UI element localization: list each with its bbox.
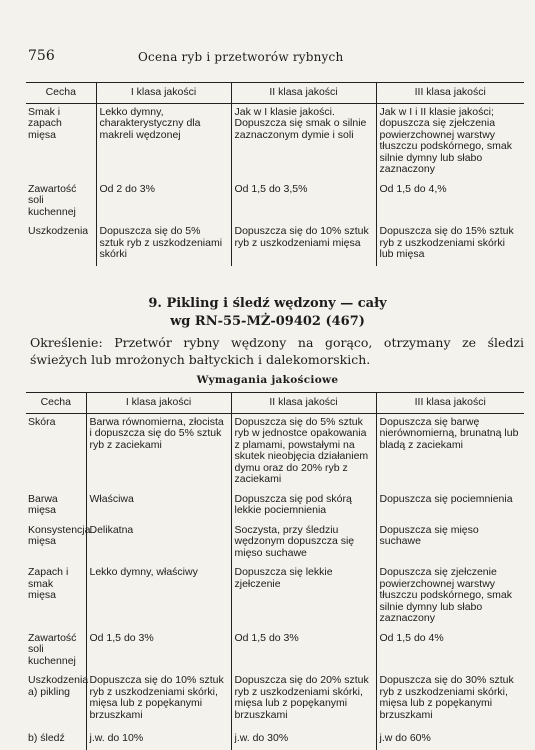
table-row [26,103,524,181]
table-row [26,630,524,673]
cell-class-1: Lekko dymny, właściwy [86,564,231,630]
cell-feature: Zawartość soli kuchennej [28,631,77,667]
section-standard: wg RN-55-MŻ-09402 (467) [170,314,365,329]
cell-feature: Uszkodzenia [28,225,89,237]
requirements-title: Wymagania jakościowe [196,374,339,386]
cell-class-1: Lekko dymny, charakterystyczny dla makreli wędzonej [96,103,231,181]
cell-feature: Konsystencja mięsa [28,523,91,547]
cell-class-1: Delikatna [86,522,231,565]
quality-table-mackerel [26,82,524,266]
section-definition: Określenie: Przetwór rybny wędzony na gorąco, otrzymany ze śledzi świeżych lub mrożonych bałtyckich i dalekomorskich. [30,335,524,367]
page-number: 756 [28,48,55,64]
cell-feature: Smak i zapach mięsa [28,105,62,141]
cell-class-2: Dopuszcza się do 5% sztuk ryb w jednostce opakowania z plamami, powstałymi na skutek nieobjęcia działaniem dymu oraz do 20% ryb z zaciekami [231,413,376,491]
table-row [26,181,524,224]
section-title: 9. Pikling i śledź wędzony — cały [148,296,387,311]
cell-class-1: Barwa równomierna, złocista i dopuszcza się do 5% sztuk ryb z zaciekami [86,413,231,491]
cell-class-1: Dopuszcza się do 5% sztuk ryb z uszkodzeniami skórki [96,223,231,266]
cell-class-3: Dopuszcza się do 15% sztuk ryb z uszkodzeniami skórki lub mięsa [376,223,524,266]
cell-feature: Zawartość soli kuchennej [28,182,77,218]
cell-class-3: Dopuszcza się barwę nierównomierną, brunatną lub bladą z zaciekami [376,413,524,491]
table-row [26,672,524,730]
table-row [26,491,524,522]
cell-feature: Zapach i smak mięsa [28,566,69,601]
cell-class-2: Dopuszcza się lekkie zjełczenie [231,564,376,630]
cell-class-2: j.w. do 30% [231,730,376,750]
table-header [26,83,524,104]
cell-class-3: Dopuszcza się mięso suchawe [376,522,524,565]
cell-class-3: Od 1,5 do 4,% [376,181,524,224]
cell-class-1: Od 1,5 do 3% [86,630,231,673]
cell-class-1: Od 2 do 3% [96,181,231,224]
page-header [28,48,508,66]
col-header-class-1: I klasa jakości [96,83,231,104]
cell-class-3: Jak w I i II klasie jakości; dopuszcza się zjełczenia powierzchownej warstwy tłuszczu podskórnego, smak silnie dymny lub słabo zaznaczony [376,103,524,181]
cell-class-3: Dopuszcza się pociemnienia [376,491,524,522]
table-row [26,564,524,630]
cell-class-2: Soczysta, przy śledziu wędzonym dopuszcza się mięso suchawe [231,522,376,565]
col-header-class-1: I klasa jakości [86,393,231,414]
cell-class-2: Od 1,5 do 3,5% [231,181,376,224]
table-row [26,730,524,750]
col-header-class-2: II klasa jakości [231,393,376,414]
running-title: Ocena ryb i przetworów rybnych [138,50,344,64]
cell-class-2: Dopuszcza się pod skórą lekkie pociemnienia [231,491,376,522]
table-row [26,522,524,565]
cell-class-3: Od 1,5 do 4% [376,630,524,673]
cell-feature: b) śledź [28,732,65,744]
cell-feature: Uszkodzenia a) pikling [28,674,89,698]
table-header [26,393,524,414]
col-header-class-3: III klasa jakości [376,83,524,104]
cell-class-2: Dopuszcza się do 20% sztuk ryb z uszkodzeniami skórki, mięsa lub z popękanymi brzuszkami [231,672,376,730]
table-row [26,223,524,266]
col-header-feature: Cecha [26,393,86,414]
col-header-class-2: II klasa jakości [231,83,376,104]
cell-class-2: Dopuszcza się do 10% sztuk ryb z uszkodzeniami mięsa [231,223,376,266]
cell-class-2: Jak w I klasie jakości. Dopuszcza się smak o silnie zaznaczonym dymie i soli [231,103,376,181]
cell-class-3: Dopuszcza się zjełczenie powierzchownej warstwy tłuszczu podskórnego, smak silnie dymny lub słabo zaznaczony [376,564,524,630]
col-header-class-3: III klasa jakości [376,393,524,414]
table-row [26,413,524,491]
cell-class-3: j.w do 60% [376,730,524,750]
cell-class-1: Właściwa [86,491,231,522]
cell-class-2: Od 1,5 do 3% [231,630,376,673]
quality-table-pikling [26,392,524,750]
cell-feature: Skóra [28,415,56,428]
cell-class-3: Dopuszcza się do 30% sztuk ryb z uszkodzeniami skórki, mięsa lub z popękanymi brzuszkami [376,672,524,730]
cell-feature: Barwa mięsa [28,492,58,516]
col-header-feature: Cecha [26,83,96,104]
cell-class-1: Dopuszcza się do 10% sztuk ryb z uszkodzeniami skórki, mięsa lub z popękanymi brzuszkami [86,672,231,730]
cell-class-1: j.w. do 10% [86,730,231,750]
